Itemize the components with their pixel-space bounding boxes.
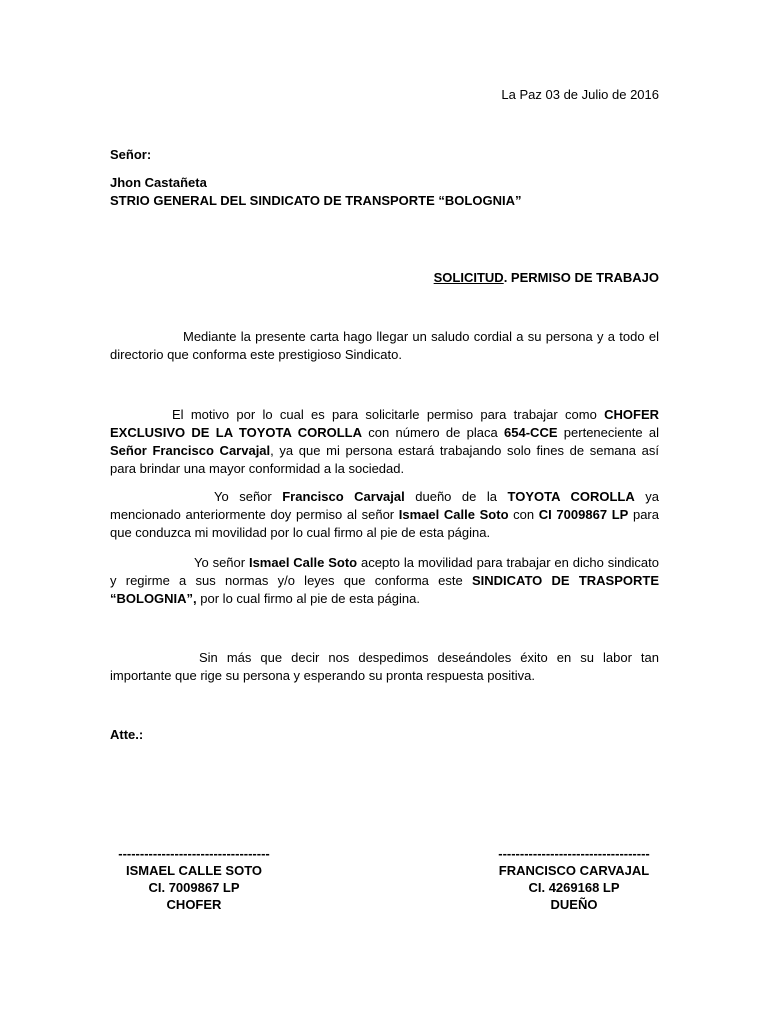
- signature-block-owner: [476, 845, 672, 913]
- signer-name: FRANCISCO CARVAJAL: [498, 863, 650, 878]
- paragraph-request: El motivo por lo cual es para solicitarle permiso para trabajar como CHOFER EXCLUSIVO DE LA TOYOTA COROLLA con número de placa 654-CCE perteneciente al Señor Francisco Carvajal, ya que mi persona estará trabajando solo fines de semana así para brindar una mayor conformidad a la sociedad.: [110, 407, 659, 476]
- closing: Atte.:: [110, 727, 144, 742]
- recipient-name: Jhon Castañeta: [110, 175, 207, 190]
- salutation: Señor:: [110, 147, 152, 162]
- subject-label: SOLICITUD: [433, 270, 504, 285]
- recipient-title: STRIO GENERAL DEL SINDICATO DE TRANSPORTE “BOLOGNIA”: [110, 193, 522, 208]
- subject-text: . PERMISO DE TRABAJO: [503, 270, 659, 285]
- signature-line: -----------------------------------: [498, 846, 650, 861]
- signer-id: CI. 7009867 LP: [148, 880, 240, 895]
- signer-role: DUEÑO: [550, 897, 598, 912]
- letter-date: La Paz 03 de Julio de 2016: [501, 87, 659, 102]
- signer-id: CI. 4269168 LP: [528, 880, 620, 895]
- paragraph-farewell: Sin más que decir nos despedimos deseándoles éxito en su labor tan importante que rige su persona y esperando su pronta respuesta positiva.: [110, 650, 659, 683]
- subject-line: [434, 269, 659, 287]
- signature-block-driver: [96, 845, 292, 913]
- paragraph-owner-permission: Yo señor Francisco Carvajal dueño de la TOYOTA COROLLA ya mencionado anteriormente doy permiso al señor Ismael Calle Soto con CI 7009867 LP para que conduzca mi movilidad por lo cual firmo al pie de esta página.: [110, 489, 659, 540]
- signature-line: -----------------------------------: [118, 846, 270, 861]
- paragraph-greeting: Mediante la presente carta hago llegar un saludo cordial a su persona y a todo el directorio que conforma este prestigioso Sindicato.: [110, 329, 659, 362]
- signer-name: ISMAEL CALLE SOTO: [125, 863, 263, 878]
- signer-role: CHOFER: [166, 897, 222, 912]
- paragraph-driver-acceptance: Yo señor Ismael Calle Soto acepto la movilidad para trabajar en dicho sindicato y regirme a sus normas y/o leyes que conforma este SINDICATO DE TRASPORTE “BOLOGNIA”, por lo cual firmo al pie de esta página.: [110, 555, 660, 606]
